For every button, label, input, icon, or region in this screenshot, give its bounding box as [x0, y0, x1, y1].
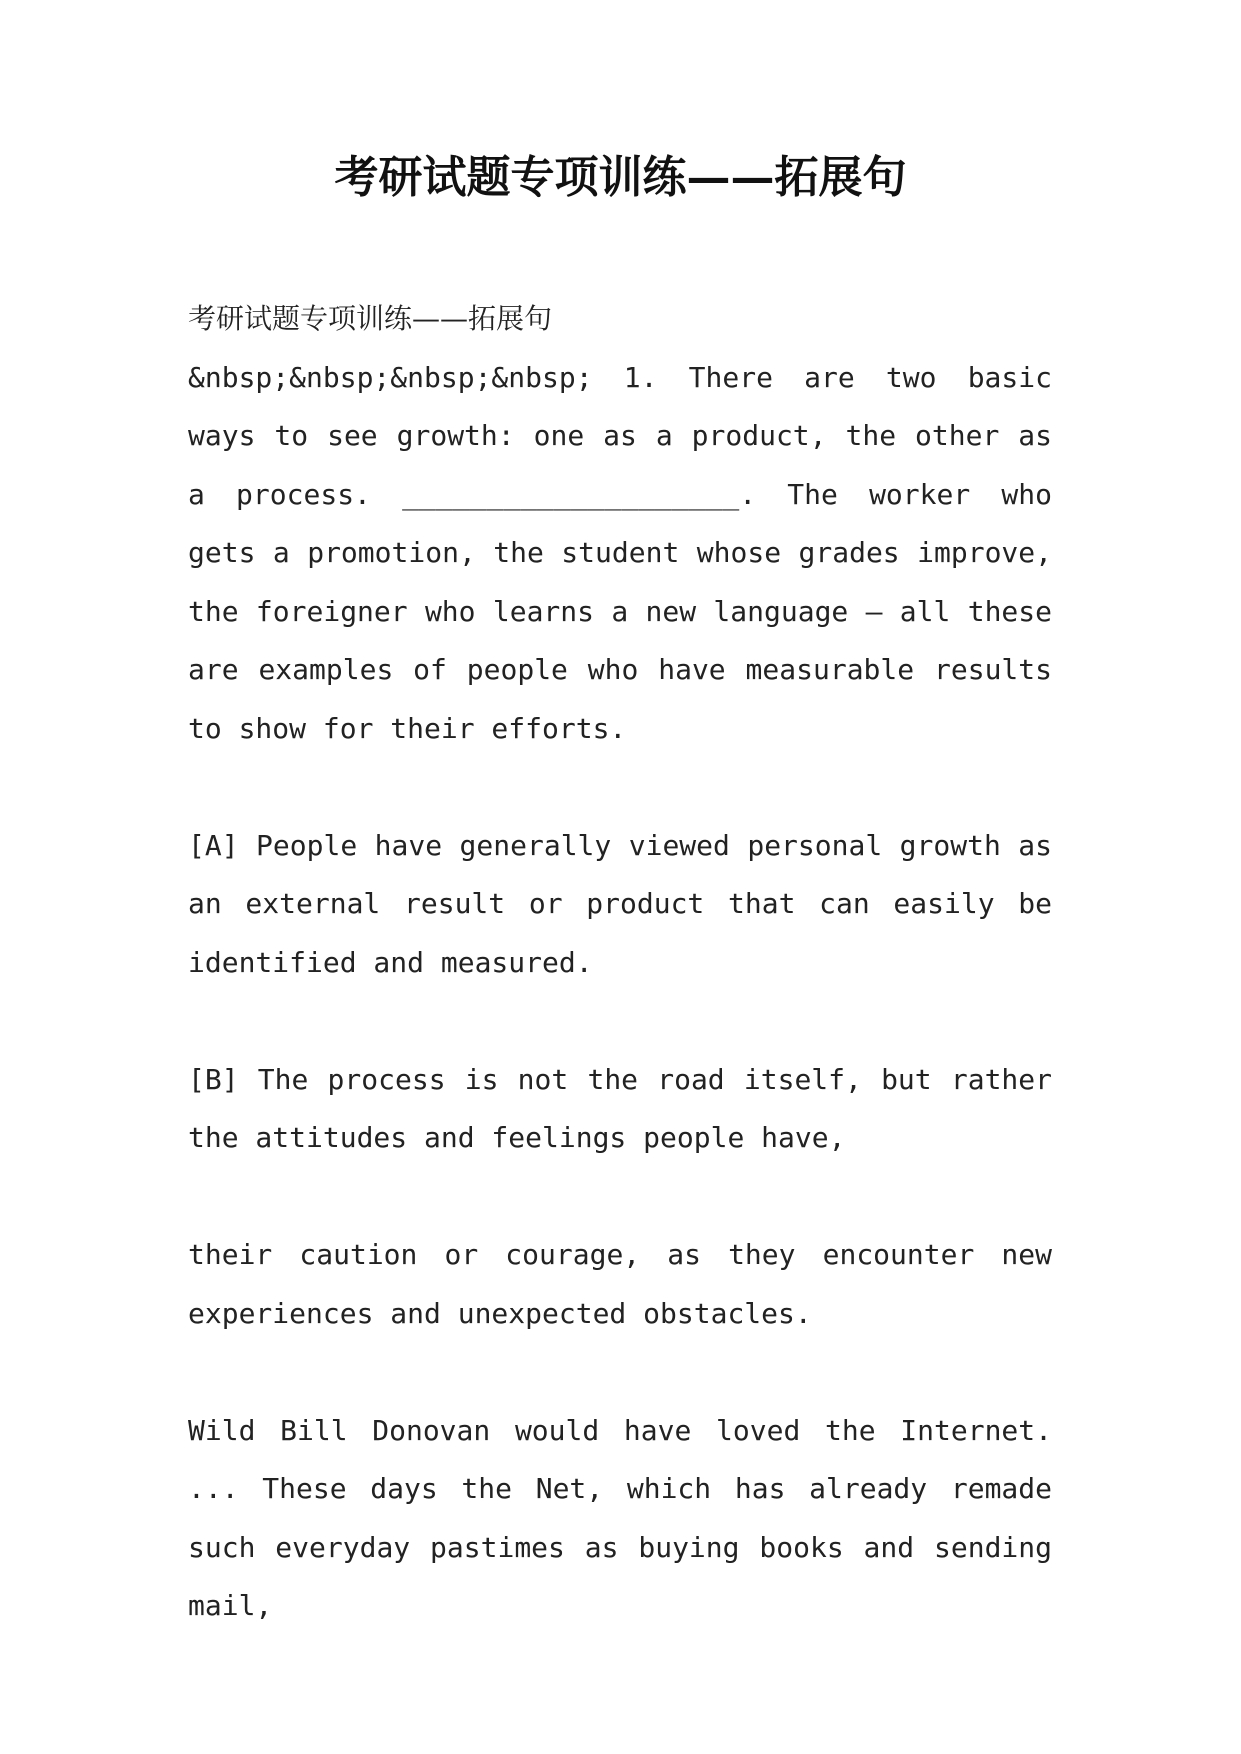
paragraph-passage: Wild Bill Donovan would have loved the Internet. ... These days the Net, which has already remade such everyday pastimes as buying books and sending mail, — [188, 1413, 1052, 1622]
paragraph-option-a: [A] People have generally viewed personal growth as an external result or product that can easily be identified and measured. — [188, 828, 1052, 979]
document-title: 考研试题专项训练——拓展句 — [334, 152, 907, 203]
document-body — [188, 290, 1052, 1636]
paragraph-option-b: [B] The process is not the road itself, but rather the attitudes and feelings people have, — [188, 1062, 1052, 1154]
paragraph-question-1: &nbsp;&nbsp;&nbsp;&nbsp; 1. There are two basic ways to see growth: one as a product, the other as a process. ____________________. The worker who gets a promotion, the student whose grades improve, the foreigner who learns a new language — all these are examples of people who have measurable results to show for their efforts. — [188, 360, 1052, 745]
paragraph-option-b-continued: their caution or courage, as they encounter new experiences and unexpected obstacles. — [188, 1238, 1052, 1330]
document-subtitle: 考研试题专项训练——拓展句 — [188, 302, 553, 335]
